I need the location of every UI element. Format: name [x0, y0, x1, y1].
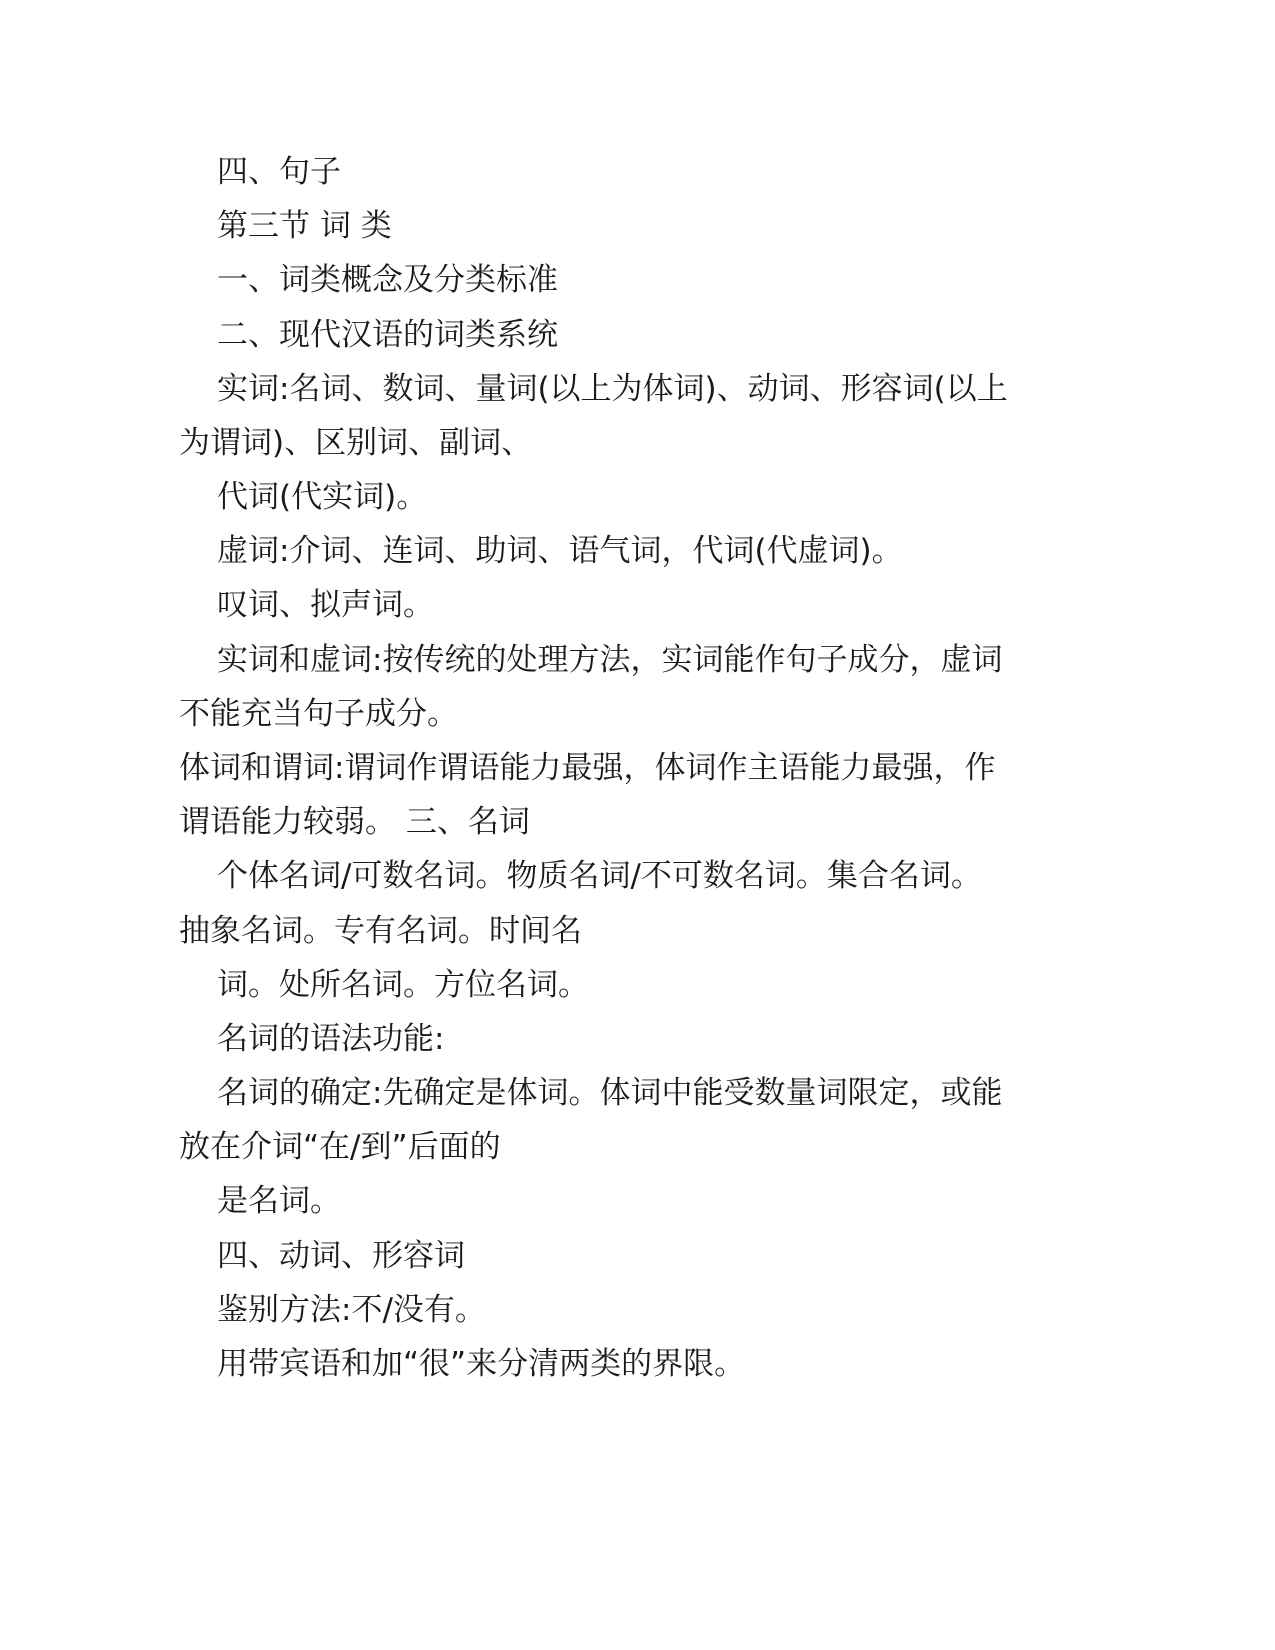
- paragraph-line: 词。处所名词。方位名词。: [217, 967, 589, 1003]
- paragraph-line: 用带宾语和加“很”来分清两类的界限。: [217, 1346, 746, 1382]
- heading-system: 二、现代汉语的词类系统: [217, 317, 558, 353]
- paragraph-line: 不能充当句子成分。: [179, 696, 458, 732]
- paragraph-line: 名词的语法功能:: [217, 1021, 445, 1057]
- paragraph-line: 放在介词“在/到”后面的: [179, 1129, 501, 1165]
- paragraph-line: 叹词、拟声词。: [217, 587, 434, 623]
- paragraph-line: 虚词:介词、连词、助词、语气词，代词(代虚词)。: [217, 533, 903, 569]
- paragraph-line: 代词(代实词)。: [217, 479, 428, 515]
- heading-verb-adjective: 四、动词、形容词: [217, 1238, 465, 1274]
- heading-sentence: 四、句子: [217, 154, 341, 190]
- paragraph-line: 谓语能力较弱。 三、名词: [179, 804, 530, 840]
- paragraph-line: 实词:名词、数词、量词(以上为体词)、动词、形容词(以上: [217, 371, 1008, 407]
- paragraph-line: 实词和虚词:按传统的处理方法，实词能作句子成分，虚词: [217, 642, 1003, 678]
- paragraph-line: 抽象名词。专有名词。时间名: [179, 913, 582, 949]
- paragraph-line: 体词和谓词:谓词作谓语能力最强，体词作主语能力最强，作: [179, 750, 996, 786]
- paragraph-line: 为谓词)、区别词、副词、: [179, 425, 533, 461]
- heading-concept: 一、词类概念及分类标准: [217, 262, 558, 298]
- section-heading: 第三节 词 类: [217, 208, 392, 244]
- paragraph-line: 个体名词/可数名词。物质名词/不可数名词。集合名词。: [217, 858, 982, 894]
- paragraph-line: 是名词。: [217, 1183, 341, 1219]
- paragraph-line: 名词的确定:先确定是体词。体词中能受数量词限定，或能: [217, 1075, 1003, 1111]
- paragraph-line: 鉴别方法:不/没有。: [217, 1292, 486, 1328]
